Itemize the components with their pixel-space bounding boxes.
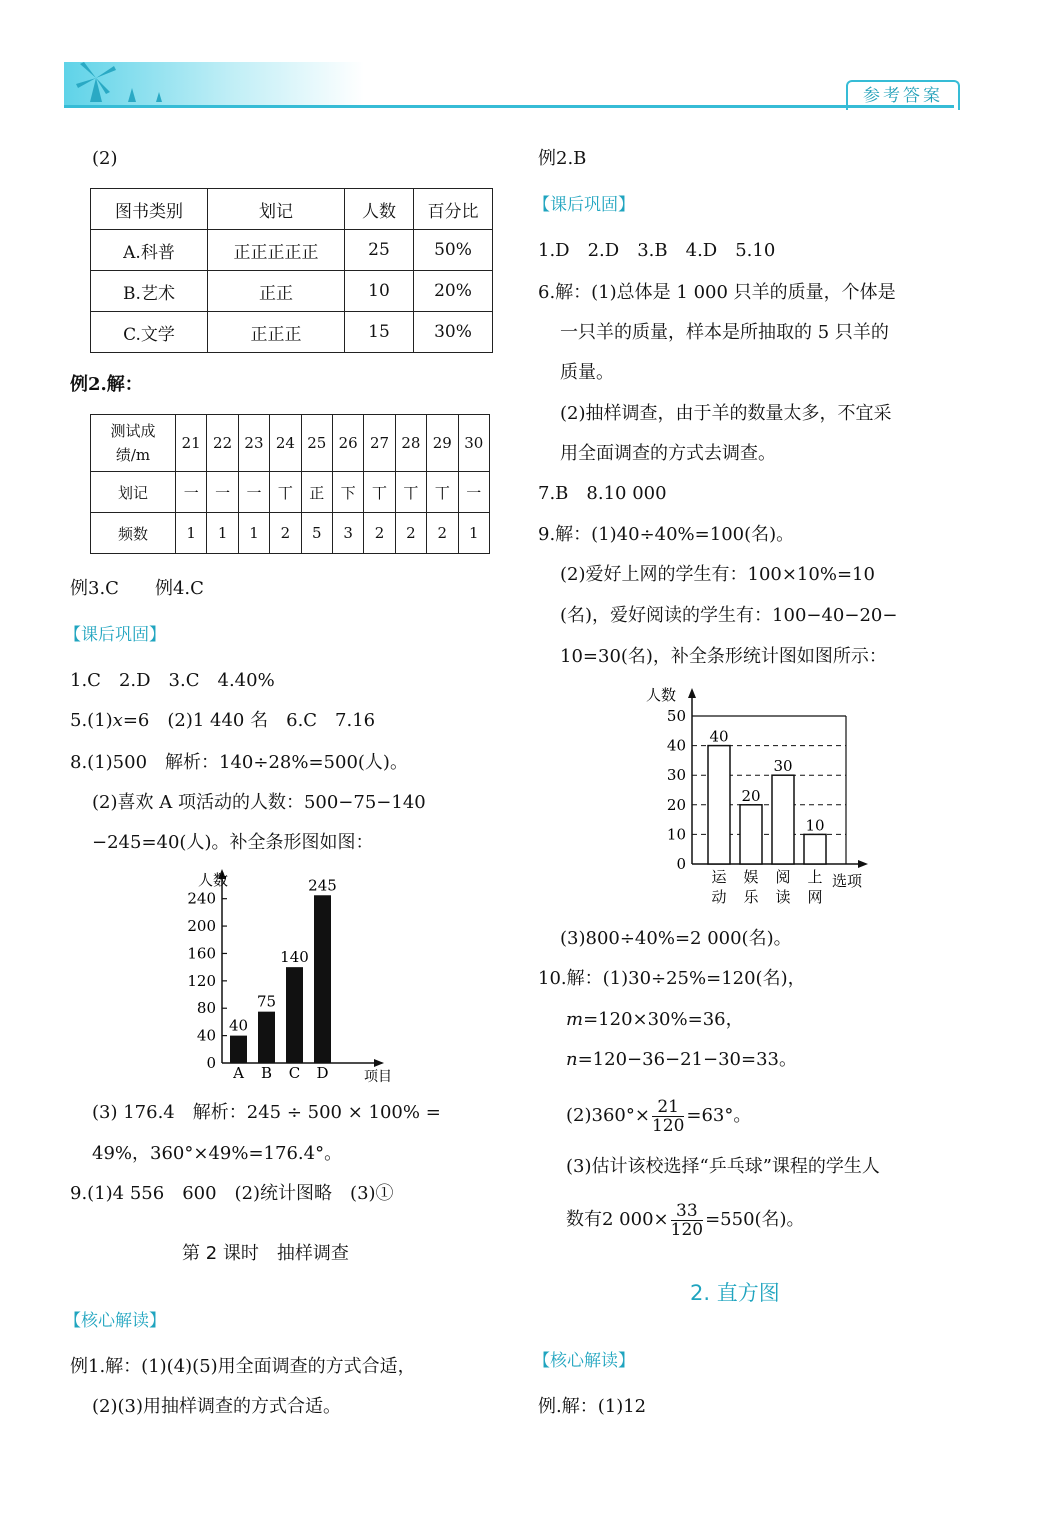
answer-line: 49%，360°×49%=176.4°。 [92, 1143, 343, 1164]
x-tick-label: A [233, 1064, 244, 1082]
answer-line: 例2.B [538, 148, 587, 169]
table-cell: 27 [364, 415, 395, 472]
data-label: 75 [256, 992, 277, 1011]
answer-line: 6.解：(1)总体是 1 000 只羊的质量，个体是 [538, 282, 896, 303]
variable: m [566, 1009, 584, 1030]
answer-line [566, 1049, 797, 1071]
score-tally-table [90, 414, 490, 554]
y-tick-label: 0 [206, 1054, 216, 1072]
text: 5.(1) [70, 710, 113, 731]
x-tick-label: 动 [711, 888, 727, 906]
y-tick-label: 40 [666, 736, 686, 755]
table-row [91, 472, 490, 513]
y-tick-label: 50 [666, 707, 686, 725]
answer-line: 10.解：(1)30÷25%=120(名)， [538, 968, 806, 989]
data-label: 30 [773, 757, 793, 776]
table-row [91, 271, 493, 312]
text: 数有2 000× [566, 1209, 669, 1230]
table-cell: 正 [301, 472, 332, 513]
table-cell: 25 [345, 230, 414, 271]
table-cell: 2 [395, 513, 426, 554]
answer-line [566, 1094, 751, 1138]
x-tick-label: D [316, 1064, 329, 1082]
fraction [671, 1202, 703, 1239]
example2-label: 例2.解： [70, 374, 143, 395]
table-cell: 2 [427, 513, 458, 554]
text: =550(名)。 [705, 1209, 805, 1230]
table-cell: 1 [176, 513, 207, 554]
x-tick-label: 读 [775, 888, 791, 906]
table-cell: 一 [207, 472, 238, 513]
bar [740, 805, 762, 864]
variable: n [566, 1049, 578, 1070]
table-header: 百分比 [414, 189, 493, 230]
x-tick-label: 阅 [775, 868, 791, 886]
table-cell: 一 [238, 472, 269, 513]
table-cell: 1 [238, 513, 269, 554]
table-cell: 频数 [91, 513, 176, 554]
table-cell: 30 [458, 415, 489, 472]
data-label: 140 [280, 948, 309, 967]
table-cell: 丅 [395, 472, 426, 513]
data-label: 40 [228, 1016, 249, 1035]
answer-line: 10=30(名)，补全条形统计图如图所示： [560, 646, 887, 667]
table-row [91, 312, 493, 353]
table-cell: 29 [427, 415, 458, 472]
table-cell: 24 [270, 415, 301, 472]
numerator: 33 [671, 1202, 703, 1221]
table-cell: A.科普 [91, 230, 208, 271]
y-axis-arrow [688, 688, 696, 698]
answer-line: 8.(1)500 解析：140÷28%=500(人)。 [70, 752, 408, 773]
data-label: 40 [709, 727, 729, 746]
bar [230, 1036, 247, 1063]
header-tag: 参考答案 [846, 80, 960, 110]
table-cell: 23 [238, 415, 269, 472]
answer-line: (3) 176.4 解析：245 ÷ 500 × 100% = [92, 1102, 441, 1123]
bar [804, 834, 826, 864]
answer-line: (2)爱好上网的学生有：100×10%=10 [560, 564, 875, 585]
table-cell: 划记 [91, 472, 176, 513]
section-title: 2. 直方图 [690, 1281, 780, 1305]
answer-line: (2)(3)用抽样调查的方式合适。 [92, 1396, 341, 1417]
table-cell: 2 [270, 513, 301, 554]
windmill-icon [70, 56, 170, 106]
x-tick-label: B [260, 1064, 273, 1082]
y-axis-label: 人数 [198, 871, 229, 889]
section-heading: 【核心解读】 [64, 1311, 166, 1331]
y-tick-label: 20 [666, 795, 686, 814]
bar-chart-activities [180, 865, 410, 1090]
denominator: 120 [651, 1115, 685, 1136]
answer-line: 9.解：(1)40÷40%=100(名)。 [538, 524, 795, 545]
header-line: 绩/m [115, 446, 151, 464]
answer-line: 质量。 [560, 362, 614, 383]
answer-line [566, 1198, 805, 1242]
answer-line: (3)800÷40%=2 000(名)。 [560, 928, 792, 949]
table-cell: 下 [332, 472, 363, 513]
table-cell: 21 [176, 415, 207, 472]
answer-line: −245=40(人)。补全条形图如图： [92, 832, 374, 853]
answer-line: (名)，爱好阅读的学生有：100−40−20− [560, 605, 898, 626]
header-rule [64, 105, 954, 108]
bar [314, 895, 331, 1063]
table-cell: 25 [301, 415, 332, 472]
x-axis-arrow [374, 1059, 384, 1067]
table-cell: C.文学 [91, 312, 208, 353]
table-cell: 50% [414, 230, 493, 271]
table-cell: 22 [207, 415, 238, 472]
text: =120−36−21−30=33。 [577, 1049, 797, 1070]
answer-line: 7.B 8.10 000 [538, 483, 667, 504]
text: =120×30%=36， [583, 1009, 744, 1030]
table-header [91, 415, 176, 472]
answer-line: 用全面调查的方式去调查。 [560, 443, 776, 464]
y-tick-label: 120 [187, 971, 216, 990]
y-tick-label: 0 [676, 855, 686, 873]
book-tally-table [90, 188, 493, 353]
table-cell: 丅 [427, 472, 458, 513]
table-cell: 一 [176, 472, 207, 513]
table-header: 人数 [345, 189, 414, 230]
table-cell: 丅 [270, 472, 301, 513]
y-tick-label: 160 [187, 944, 216, 963]
answer-line: 例.解：(1)12 [538, 1396, 647, 1417]
denominator: 120 [670, 1219, 704, 1240]
section-heading: 【课后巩固】 [64, 625, 166, 645]
part2-label: (2) [92, 148, 118, 169]
variable: x [112, 710, 123, 731]
table-row [91, 230, 493, 271]
x-axis-label: 项目 [364, 1069, 392, 1085]
table-cell: 10 [345, 271, 414, 312]
bar [286, 967, 303, 1063]
table-cell: 1 [207, 513, 238, 554]
answer-line: 例1.解：(1)(4)(5)用全面调查的方式合适， [70, 1356, 416, 1377]
table-row [91, 189, 493, 230]
table-cell: 15 [345, 312, 414, 353]
table-cell: 5 [301, 513, 332, 554]
x-tick-label: 运 [711, 868, 727, 886]
y-tick-label: 40 [196, 1026, 216, 1045]
fraction [652, 1098, 684, 1135]
bar [708, 746, 730, 864]
table-cell: 3 [332, 513, 363, 554]
lesson-title: 第 2 课时 抽样调查 [182, 1243, 349, 1264]
x-tick-label: 乐 [743, 888, 759, 906]
header-line: 测试成 [110, 422, 156, 440]
x-tick-label: 网 [807, 888, 823, 906]
numerator: 21 [652, 1098, 684, 1117]
answer-line [70, 710, 375, 732]
bar-chart-hobbies [640, 682, 880, 914]
bar [258, 1012, 275, 1063]
text: (2)360°× [566, 1105, 650, 1126]
y-tick-label: 80 [196, 999, 216, 1018]
data-label: 245 [308, 876, 337, 895]
table-cell: 28 [395, 415, 426, 472]
y-axis-label: 人数 [646, 686, 677, 704]
table-cell: 26 [332, 415, 363, 472]
table-cell: 正正正正正 [208, 230, 345, 271]
table-cell: 30% [414, 312, 493, 353]
table-header: 图书类别 [91, 189, 208, 230]
section-heading: 【课后巩固】 [533, 195, 635, 215]
data-label: 10 [805, 816, 825, 835]
data-label: 20 [741, 786, 761, 805]
answer-line [566, 1009, 744, 1031]
table-cell: 正正 [208, 271, 345, 312]
x-axis-arrow [858, 860, 868, 868]
bar [772, 775, 794, 864]
y-tick-label: 240 [187, 889, 216, 908]
answer-line: (2)抽样调查，由于羊的数量太多，不宜采 [560, 403, 892, 424]
answer-line: 一只羊的质量，样本是所抽取的 5 只羊的 [560, 322, 889, 343]
table-cell: 丅 [364, 472, 395, 513]
x-tick-label: C [288, 1064, 301, 1082]
y-tick-label: 30 [666, 766, 686, 785]
answer-line: 1.D 2.D 3.B 4.D 5.10 [538, 240, 776, 261]
y-tick-label: 10 [666, 825, 686, 844]
table-cell: 正正正 [208, 312, 345, 353]
x-axis-label: 选项 [832, 872, 863, 890]
table-cell: 1 [458, 513, 489, 554]
table-row [91, 415, 490, 472]
x-tick-label: 上 [807, 868, 823, 886]
answer-line: 9.(1)4 556 600 (2)统计图略 (3)① [70, 1183, 394, 1204]
answer-line: (3)估计该校选择“乒乓球”课程的学生人 [566, 1156, 880, 1177]
table-cell: 一 [458, 472, 489, 513]
answer-line: 1.C 2.D 3.C 4.40% [70, 670, 275, 691]
answer-line: (2)喜欢 A 项活动的人数：500−75−140 [92, 792, 426, 813]
table-cell: 2 [364, 513, 395, 554]
text: =63°。 [686, 1105, 752, 1126]
example3-4-answers: 例3.C 例4.C [70, 578, 204, 599]
table-header: 划记 [208, 189, 345, 230]
x-tick-label: 娱 [743, 868, 759, 886]
table-cell: 20% [414, 271, 493, 312]
table-row [91, 513, 490, 554]
section-heading: 【核心解读】 [533, 1351, 635, 1371]
table-cell: B.艺术 [91, 271, 208, 312]
text: =6 (2)1 440 名 6.C 7.16 [122, 710, 376, 731]
y-tick-label: 200 [187, 917, 216, 936]
